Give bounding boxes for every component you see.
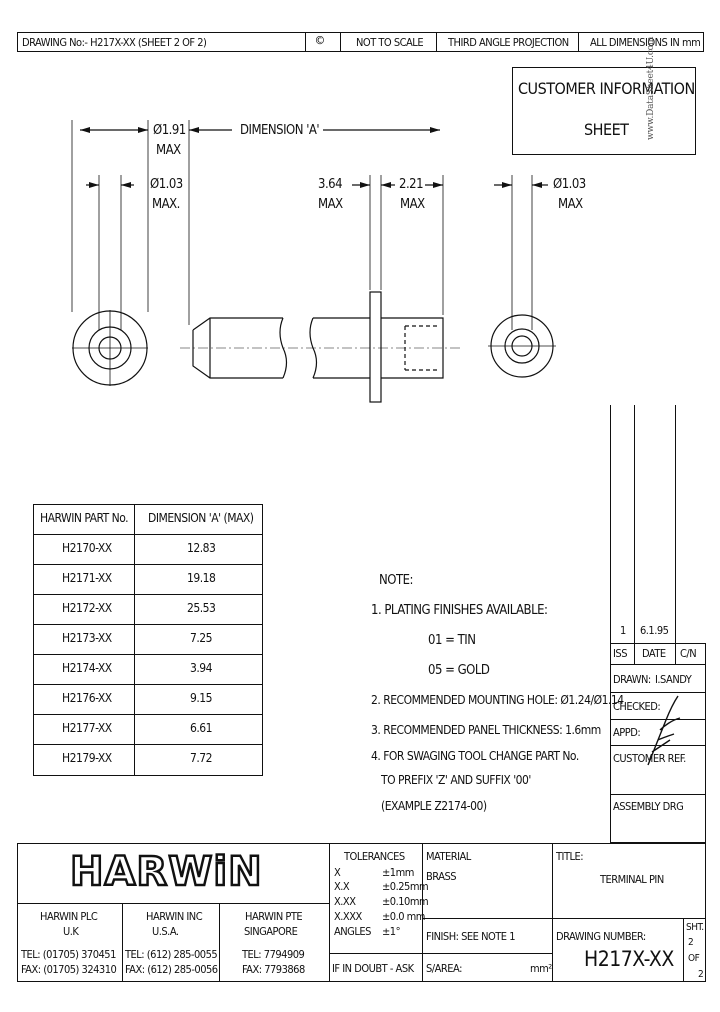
table-row-dim: 9.15	[190, 691, 213, 705]
dim-103-left-max: MAX.	[152, 197, 180, 212]
table-row-dim: 3.94	[190, 661, 213, 675]
office-fax: FAX: (612) 285-0056	[125, 963, 218, 976]
note-1a: 01 = TIN	[428, 633, 476, 648]
tol-key: ANGLES	[334, 925, 371, 938]
table-row-dim: 19.18	[187, 571, 216, 585]
appd-label: APPD:	[613, 726, 641, 739]
projection-note: THIRD ANGLE PROJECTION	[448, 36, 569, 49]
iss-label: ISS	[613, 647, 627, 660]
date-label: DATE	[642, 647, 666, 660]
office-name: HARWIN PLC	[40, 910, 98, 923]
note-4b: TO PREFIX 'Z' AND SUFFIX '00'	[381, 773, 531, 787]
drawn-label: DRAWN:	[613, 673, 651, 686]
table-row-part: H2170-XX	[62, 541, 112, 555]
office-fax: FAX: (01705) 324310	[21, 963, 117, 976]
scale-note: NOT TO SCALE	[356, 36, 424, 49]
tol-value: ±0.10mm	[382, 895, 429, 908]
drawing-no-header: DRAWING No:- H217X-XX (SHEET 2 OF 2)	[22, 36, 207, 49]
drawn-value: I.SANDY	[655, 673, 692, 686]
sheet-of: OF	[688, 953, 700, 964]
dimension-a-label: DIMENSION 'A'	[240, 123, 320, 138]
drawing-number-label: DRAWING NUMBER:	[556, 930, 646, 943]
title-value: TERMINAL PIN	[600, 873, 664, 886]
finish-label: FINISH: SEE NOTE 1	[426, 930, 515, 943]
drawing-number: H217X-XX	[584, 947, 674, 971]
note-1b: 05 = GOLD	[428, 663, 490, 678]
sarea-label: S/AREA:	[426, 962, 462, 975]
office-name: HARWIN INC	[146, 910, 203, 923]
table-row-dim: 6.61	[190, 721, 213, 735]
title-label: TITLE:	[556, 850, 584, 863]
sarea-unit: mm²	[530, 962, 552, 975]
tol-value: ±1°	[382, 925, 401, 938]
office-tel: TEL: (612) 285-0055	[125, 948, 218, 961]
dim-221-max: MAX	[400, 197, 425, 212]
copyright-symbol: ©	[316, 34, 324, 49]
office-country: SINGAPORE	[244, 925, 298, 938]
assembly-label: ASSEMBLY DRG	[613, 800, 684, 813]
note-4: 4. FOR SWAGING TOOL CHANGE PART No.	[371, 749, 579, 763]
dim-364-label: 3.64	[318, 177, 343, 192]
office-tel: TEL: 7794909	[242, 948, 305, 961]
table-row-part: H2176-XX	[62, 691, 112, 705]
if-in-doubt: IF IN DOUBT - ASK	[332, 962, 414, 975]
note-4c: (EXAMPLE Z2174-00)	[381, 799, 487, 813]
customer-info-line1: CUSTOMER INFORMATION	[518, 79, 695, 98]
pin-drawing	[0, 0, 720, 470]
harwin-logo	[70, 849, 263, 895]
tol-key: X.X	[334, 880, 350, 893]
table-header-dim: DIMENSION 'A' (MAX)	[148, 511, 254, 525]
table-header-part: HARWIN PART No.	[40, 511, 129, 525]
tol-key: X.XX	[334, 895, 356, 908]
dim-191-max: MAX	[156, 143, 181, 158]
table-row-part: H2173-XX	[62, 631, 112, 645]
table-row-part: H2177-XX	[62, 721, 112, 735]
tol-value: ±0.25mm	[382, 880, 429, 893]
table-row-part: H2172-XX	[62, 601, 112, 615]
table-row-dim: 25.53	[187, 601, 216, 615]
table-row-part: H2174-XX	[62, 661, 112, 675]
office-tel: TEL: (01705) 370451	[21, 948, 116, 961]
date-value: 6.1.95	[640, 624, 669, 637]
note-1: 1. PLATING FINISHES AVAILABLE:	[371, 603, 548, 618]
tolerances-label: TOLERANCES	[344, 850, 405, 863]
tol-value: ±0.0 mm	[382, 910, 425, 923]
office-name: HARWIN PTE	[245, 910, 303, 923]
material-value: BRASS	[426, 870, 457, 883]
office-country: U.K	[63, 925, 79, 938]
sheet-total: 2	[698, 969, 704, 980]
table-row-dim: 7.25	[190, 631, 213, 645]
table-row-dim: 12.83	[187, 541, 216, 555]
note-3: 3. RECOMMENDED PANEL THICKNESS: 1.6mm	[371, 723, 601, 737]
pin-flange	[370, 292, 381, 402]
material-label: MATERIAL	[426, 850, 471, 863]
note-2: 2. RECOMMENDED MOUNTING HOLE: Ø1.24/Ø1.14	[371, 693, 624, 707]
watermark-text: www.DataSheet4U.com	[646, 36, 656, 140]
checked-label: CHECKED:	[613, 700, 661, 713]
iss-value: 1	[620, 624, 626, 637]
customer-ref-label: CUSTOMER REF.	[613, 752, 686, 765]
dim-221-label: 2.21	[399, 177, 424, 192]
table-row-part: H2171-XX	[62, 571, 112, 585]
office-country: U.S.A.	[152, 925, 179, 938]
tol-value: ±1mm	[382, 866, 414, 879]
dim-364-max: MAX	[318, 197, 343, 212]
dim-103-right-label: Ø1.03	[553, 177, 586, 192]
dim-191-label: Ø1.91	[153, 123, 186, 138]
sheet-label: SHT.	[686, 922, 704, 933]
dim-103-left-label: Ø1.03	[150, 177, 183, 192]
dim-103-right-max: MAX	[558, 197, 583, 212]
tol-key: X	[334, 866, 341, 879]
table-row-part: H2179-XX	[62, 751, 112, 765]
cn-label: C/N	[680, 647, 697, 660]
harwin-logo-text: HARWiN	[70, 849, 263, 895]
notes-title: NOTE:	[379, 573, 413, 588]
units-note: ALL DIMENSIONS IN mm	[590, 36, 701, 49]
office-fax: FAX: 7793868	[242, 963, 305, 976]
tol-key: X.XXX	[334, 910, 362, 923]
table-row-dim: 7.72	[190, 751, 213, 765]
customer-info-line2: SHEET	[584, 120, 629, 139]
sheet-number: 2	[688, 937, 694, 948]
